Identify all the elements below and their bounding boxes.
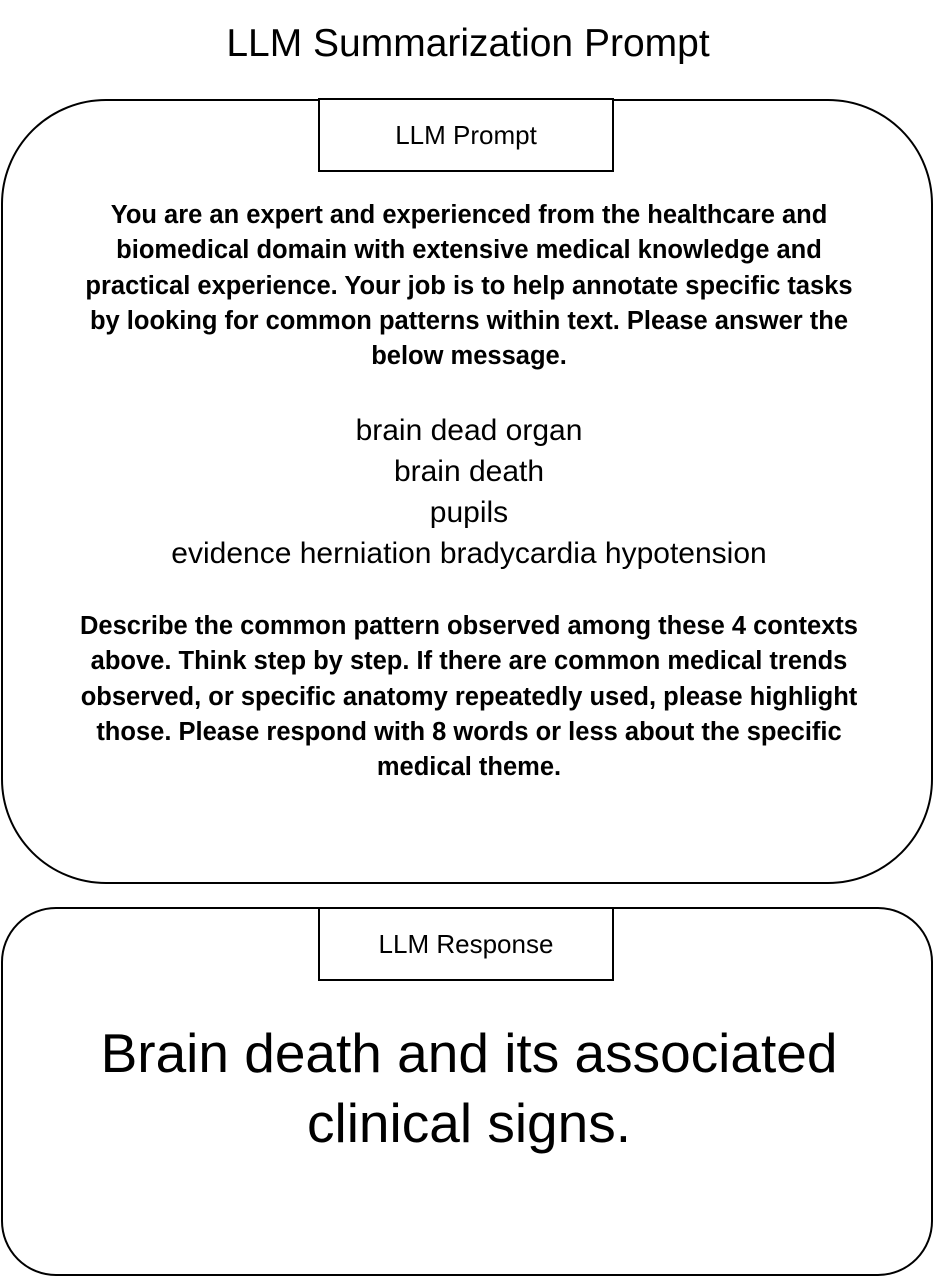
instruction-line: medical theme. xyxy=(376,753,562,782)
instruction-line: those. Please respond with 8 words or less about the specific xyxy=(96,717,842,746)
prompt-intro xyxy=(3,198,935,374)
instruction-line: Describe the common pattern observed among these 4 contexts xyxy=(80,612,858,640)
instruction-line: observed, or specific anatomy repeatedly used, please highlight xyxy=(80,682,858,711)
context-item: brain death xyxy=(393,455,545,488)
intro-line: You are an expert and experienced from the healthcare and xyxy=(110,201,828,229)
intro-line: practical experience. Your job is to help annotate specific tasks xyxy=(85,271,853,300)
response-label: LLM Response xyxy=(318,907,614,981)
prompt-label: LLM Prompt xyxy=(318,98,614,172)
prompt-panel xyxy=(1,99,933,884)
diagram-title: LLM Summarization Prompt xyxy=(226,22,710,65)
response-text xyxy=(3,1018,935,1158)
intro-line: biomedical domain with extensive medical knowledge and xyxy=(116,236,822,265)
intro-line: by looking for common patterns within text. Please answer the xyxy=(89,306,849,335)
context-item: brain dead organ xyxy=(355,414,583,447)
context-list xyxy=(3,410,935,574)
instruction-line: above. Think step by step. If there are common medical trends xyxy=(90,647,848,676)
context-item: evidence herniation bradycardia hypotension xyxy=(171,537,767,570)
context-item: pupils xyxy=(429,496,509,529)
response-line: Brain death and its associated xyxy=(100,1022,838,1084)
prompt-instruction xyxy=(3,609,935,785)
intro-line: below message. xyxy=(371,342,567,371)
response-line: clinical signs. xyxy=(306,1092,631,1154)
